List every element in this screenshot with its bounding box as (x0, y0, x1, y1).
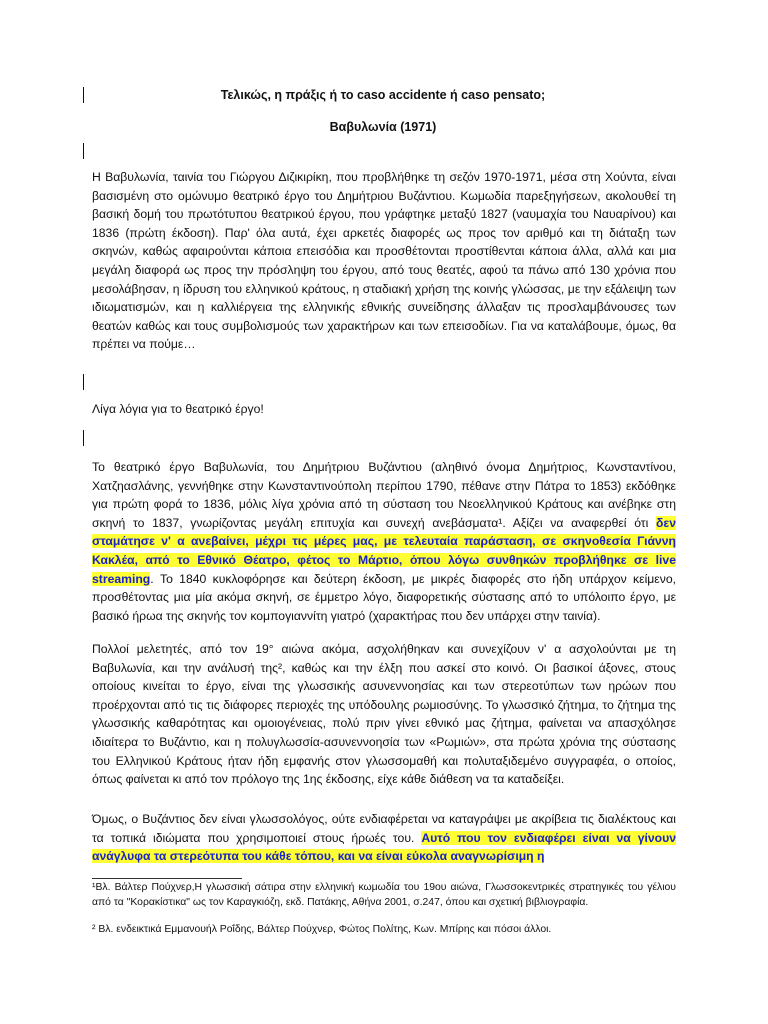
text-cursor (83, 87, 84, 103)
footnote-1: ¹Βλ. Βάλτερ Πούχνερ,Η γλωσσική σάτιρα στην ελληνική κωμωδία του 19ου αιώνα, Γλωσσοκεντρικές στρατηγικές του γέλιου από τα "Κορακίστικα" ως τον Καραγκιόζη, εκδ. Πατάκης, Αθήνα 2001, σ.247, όπου και σχετική βιβλιογραφία. (92, 882, 676, 908)
paragraph-play-text-cont: . Το 1840 κυκλοφόρησε και δεύτερη έκδοση, με μικρές διαφορές στο ήδη υπάρχον κείμενο, προσθέτοντας μια μία ακόμα σκηνή, σε έμμετρο λόγο, διαφορετικής σύστασης από το υπόλοιπο έργο, με βασικό ήρωα της σκηνής τον κομπογιαννίτη γιατρό (χαρακτήρας που δεν υπάρχει στην ταινία). (92, 571, 676, 623)
paragraph-byzantios-text: Όμως, ο Βυζάντιος δεν είναι γλωσσολόγος, ούτε ενδιαφέρεται να καταγράψει με ακρίβεια τις διαλέκτους και τα τοπικά ιδιώματα που χρησιμοποιεί στους ήρωές του. (92, 812, 676, 845)
footnote-2: ² Βλ. ενδεικτικά Εμμανουήλ Ροΐδης, Βάλτερ Πούχνερ, Φώτος Πολίτης, Κων. Μπίρης και πόσοι άλλοι. (92, 924, 552, 935)
footnote-separator (92, 878, 242, 879)
paragraph-byzantios (92, 810, 676, 866)
section-heading: Λίγα λόγια για το θεατρικό έργο! (92, 402, 264, 416)
paragraph-scholars: Πολλοί μελετητές, από τον 19° αιώνα ακόμα, ασχολήθηκαν και συνεχίζουν ν' α ασχολούνται με τη Βαβυλωνία, και την ανάλυσή της², καθώς και την έλξη που ασκεί στο κοινό. Οι βασικοί άξονες, στους οποίους κινείται το έργο, είναι της γλωσσικής ασυνεννοησίας και των στερεοτύπων των ηρώων που προέρχονται από τις τις διάφορες περιοχές της υπόδουλης ρωμιοσύνης. Το γλωσσικό ζήτημα, το ζήτημα της γλωσσικής καθαρότητας και ομοιογένειας, πολύ πριν γίνει εθνικό μας ζήτημα, φαίνεται να απασχόλησε ιδιαίτερα το Βυζάντιο, και η πολυγλωσσία-ασυνεννοησία των «Ρωμιών», στα πρώτα χρόνια της σύστασης του Ελληνικού Κράτους ήταν ήδη εμφανής στον γλωσσομαθή και πολυταξιδεμένο συγγραφέα, ο οποίος, όπως φαίνεται κι από τον πρόλογο της 1ης έκδοσης, είχε κάθε διάθεση να τα καταδείξει. (92, 642, 676, 787)
text-cursor (83, 143, 84, 159)
document-title: Τελικώς, η πράξις ή το caso accidente ή caso pensato; (220, 88, 546, 102)
highlighted-text: Αυτό που τον ενδιαφέρει είναι να γίνουν ανάγλυφα τα στερεότυπα του κάθε τόπου, και να είναι εύκολα αναγνωρίσιμη η (92, 830, 676, 864)
text-cursor (83, 430, 84, 446)
document-subtitle: Βαβυλωνία (1971) (329, 120, 437, 134)
paragraph-play-text: Το θεατρικό έργο Βαβυλωνία, του Δημήτριου Βυζάντιου (αληθινό όνομα Δημήτριος, Κωνσταντίνου, Χατζηασλάνης, γεννήθηκε στην Κωνσταντινούπολη περίπου 1790, πέθανε στην Πάτρα το 1853) εκδόθηκε για πρώτη φορά το 1836, μόλις λίγα χρόνια από τη σύσταση του Νεοελληνικού Κράτους και ανέβηκε στη σκηνή το 1837, γνωρίζοντας μεγάλη επιτυχία και συνεχή ανεβάσματα¹. Αξίζει να αναφερθεί ότι (92, 460, 676, 530)
highlighted-text: δεν σταμάτησε ν' α ανεβαίνει, μέχρι τις μέρες μας, με τελευταία παράσταση, σε σκηνοθεσία Γιάννη Κακλέα, από το Εθνικό Θέατρο, φέτος το Μάρτιο, όπου λόγω συνθηκών προβλήθηκε σε live streaming (92, 515, 676, 586)
intro-paragraph: Η Βαβυλωνία, ταινία του Γιώργου Διζικιρίκη, που προβλήθηκε τη σεζόν 1970-1971, μέσα στη Χούντα, είναι βασισμένη στο ομώνυμο θεατρικό έργο του Δημήτριου Βυζάντιου. Κωμωδία παρεξηγήσεων, ακολουθεί τη βασική δομή του πρωτότυπου θεατρικού έργου, που γράφτηκε μεταξύ 1827 (ναυμαχία του Ναυαρίνου) και 1836 (πρώτη έκδοση). Παρ' όλα αυτά, έχει αρκετές διαφορές ως προς τον αριθμό και τη διάταξη των σκηνών, καθώς αφαιρούνται κάποια επεισόδια και προσθέτονται προστίθενται κάποια άλλα, αλλά και μια μεγάλη διαφορά ως προς την πρόσληψη του έργου, από τους θεατές, αφού τα πάνω από 130 χρόνια που μεσολάβησαν, η ίδρυση του ελληνικού κράτους, η σταδιακή χρήση της κοινής γλώσσας, με την εξάλειψη των ιδιωματισμών, και η καλλιέργεια της ελληνικής εθνικής συνείδησης άλλαξαν τις προσλαμβάνουσες των θεατών καθώς και τους συμβολισμούς των χαρακτήρων και των επεισοδίων. Για να καταλάβουμε, όμως, θα πρέπει να πούμε… (92, 170, 676, 352)
text-cursor (83, 374, 84, 390)
paragraph-play (92, 458, 676, 625)
